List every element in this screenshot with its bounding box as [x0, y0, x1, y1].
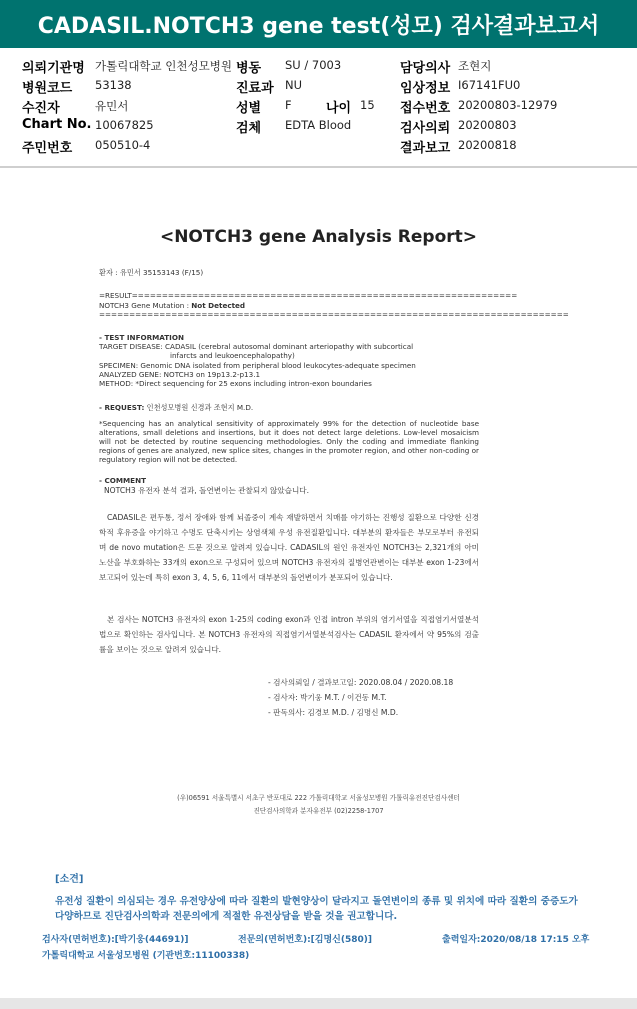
header-divider: [0, 166, 637, 168]
chart-label: Chart No.: [22, 117, 92, 132]
comment-result: NOTCH3 유전자 분석 결과, 돌연변이는 관찰되지 않았습니다.: [104, 486, 310, 495]
clinical-label: 임상정보: [400, 81, 451, 96]
id-value: 050510-4: [95, 138, 151, 152]
hosp-code-value: 53138: [95, 78, 132, 92]
readers-line: - 판독의사: 김경보 M.D. / 김명신 M.D.: [268, 708, 399, 717]
hosp-code-label: 병원코드: [22, 81, 73, 96]
result-divider: ==============================================================================: [99, 310, 569, 319]
test-info-heading: - TEST INFORMATION: [99, 333, 184, 342]
test-description: 본 검사는 NOTCH3 유전자의 exon 1-25의 coding exon과 인접 intron 부위의 염기서열을 직접염기서열분석법으로 확인하는 검사입니다. 본 NOTCH3 유전자의 직접염기서열분석검사는 CADASIL 환자에서 약 95%의 검출률을 보이는 것으로 알려져 있습니다.: [99, 615, 479, 654]
lab-contact: 진단검사의학과 분자유전부 (02)2258-1707: [253, 807, 384, 815]
receipt-label: 접수번호: [400, 101, 451, 116]
req-org-label: 의뢰기관명: [22, 61, 85, 76]
analysis-report-title: <NOTCH3 gene Analysis Report>: [159, 227, 478, 247]
specimen-label: 검체: [236, 121, 262, 136]
sex-value: F: [285, 98, 292, 112]
analyzed-gene: ANALYZED GENE: NOTCH3 on 19p13.2-p13.1: [99, 370, 261, 379]
sensitivity-note: *Sequencing has an analytical sensitivity of approximately 99% for the detection of nucleotide base alterations, small deletions and insertions, but it does not detect large deletions. Low-level mosaicism will not be detected by routine sequencing methodologies. Only the coding and immediate flanking regions of genes are analyzed, new splice sites, changes in the promoter region, and other non-coding or regulatory region will not be detected.: [99, 419, 479, 464]
mutation-label: NOTCH3 Gene Mutation :: [99, 301, 192, 310]
request-date-label: 검사의뢰: [400, 121, 451, 136]
institution-line: 가톨릭대학교 서울성모병원 (기관번호:11100338): [42, 951, 250, 961]
bottom-scroll-area: [0, 998, 637, 1009]
age-label: 나이: [326, 101, 352, 116]
lab-address: (우)06591 서울특별시 서초구 반포대로 222 가톨릭대학교 서울성모병원 가톨릭유전진단검사센터: [177, 794, 460, 802]
report-date-value: 20200818: [458, 138, 517, 152]
patient-info-panel: [0, 52, 637, 164]
dept-label: 진료과: [236, 81, 274, 96]
request-date-value: 20200803: [458, 118, 517, 132]
tester-license: 검사자(면허번호):[박기웅(44691)]: [42, 935, 189, 945]
report-title: CADASIL.NOTCH3 gene test(성모) 검사결과보고서: [37, 13, 600, 39]
specimen-value: EDTA Blood: [285, 118, 352, 132]
report-title-bar: [0, 0, 637, 48]
comment-heading: - COMMENT: [99, 476, 147, 485]
sex-label: 성별: [236, 101, 262, 116]
ward-value: SU / 7003: [285, 58, 342, 72]
patient-line: 환자 : 유민서 35153143 (F/15): [99, 268, 204, 277]
target-disease-cont: infarcts and leukoencephalopathy): [170, 351, 295, 360]
testers-line: - 검사자: 박기웅 M.T. / 이건동 M.T.: [268, 693, 387, 702]
method-line: METHOD: *Direct sequencing for 25 exons including intron-exon boundaries: [99, 379, 372, 388]
clinical-value: I67141FU0: [458, 78, 521, 92]
dept-value: NU: [285, 78, 303, 92]
request-value: 인천성모병원 신경과 조현지 M.D.: [146, 403, 254, 412]
id-label: 주민번호: [22, 141, 73, 156]
patient-value: 유민서: [95, 99, 129, 113]
recommendation-text: 유전성 질환이 의심되는 경우 유전양상에 따라 질환의 발현양상이 달라지고 돌연변이의 종류 및 위치에 따라 질환의 중증도가 다양하므로 진단검사의학과 전문의에게 적절한 유전상담을 받을 것을 권고합니다.: [55, 896, 578, 922]
mutation-line: [99, 301, 479, 310]
request-line: [99, 403, 479, 412]
print-date: 출력일자:2020/08/18 17:15 오후: [442, 935, 590, 945]
specimen-line: SPECIMEN: Genomic DNA isolated from peripheral blood leukocytes-adequate specimen: [99, 361, 416, 370]
patient-label: 수진자: [22, 101, 60, 116]
doctor-value: 조현지: [458, 59, 492, 73]
receipt-value: 20200803-12979: [458, 98, 558, 112]
ward-label: 병동: [236, 61, 262, 76]
report-date-label: 결과보고: [400, 141, 451, 156]
mutation-value: Not Detected: [191, 301, 246, 310]
findings-heading: [소견]: [55, 874, 84, 885]
specialist-license: 전문의(면허번호):[김명신(580)]: [238, 935, 373, 945]
chart-value: 10067825: [95, 118, 154, 132]
cadasil-description: CADASIL은 편두통, 정서 장애와 함께 뇌졸중이 계속 재발하면서 치매를 야기하는 진행성 질환으로 다양한 신경학적 후유증을 야기하고 수명도 단축시키는 상염색체 우성 유전질환입니다. 대부분의 환자들은 부모로부터 유전되며 de novo mutation은 드문 것으로 알려져 있습니다. CADASIL의 원인 유전자인 NOTCH3는 2,321개의 아미노산을 부호화하는 33개의 exon으로 구성되어 있으며 NOTCH3 유전자의 질병연관변이는 대부분 exon 1-23에서 보고되어 있는데 특히 exon 3, 4, 5, 6, 11에서 대부분의 돌연변이가 분포되어 있습니다.: [99, 513, 479, 582]
doctor-label: 담당의사: [400, 61, 451, 76]
report-document: [0, 172, 637, 998]
age-value: 15: [360, 98, 375, 112]
request-heading: - REQUEST:: [99, 403, 145, 412]
req-org-value: 가톨릭대학교 인천성모병원: [95, 59, 232, 73]
target-disease: TARGET DISEASE: CADASIL (cerebral autosomal dominant arteriopathy with subcortical: [99, 342, 414, 351]
result-line: =RESULT================================================================: [99, 291, 518, 300]
dates-line: - 검사의뢰일 / 결과보고일: 2020.08.04 / 2020.08.18: [268, 678, 454, 687]
